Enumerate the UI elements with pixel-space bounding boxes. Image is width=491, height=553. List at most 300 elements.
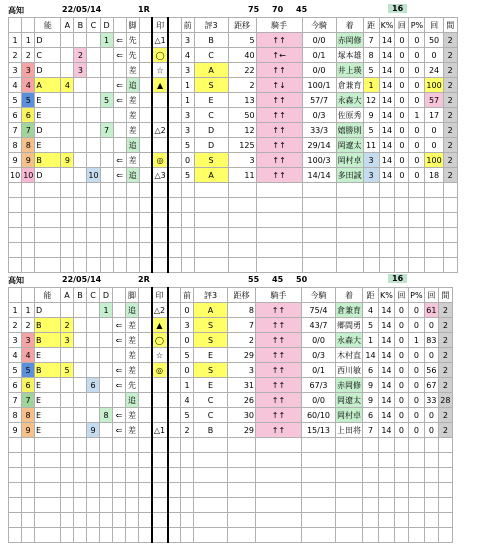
mark-cell: △2 [152, 123, 168, 138]
rank-d: 1 [100, 303, 113, 318]
jockey-cell: 赤岡修 [336, 33, 363, 48]
mark-cell [152, 468, 168, 483]
rank-c [87, 258, 100, 273]
spacer-cell [168, 393, 181, 408]
prev-cell [228, 513, 256, 528]
spacer-cell [168, 138, 181, 153]
grade-cell: D [35, 123, 61, 138]
dist-cell [379, 228, 395, 243]
move-cell: 29/14 [302, 138, 336, 153]
horse-number: 4 [9, 78, 22, 93]
gap-cell [443, 198, 457, 213]
rank-b [74, 408, 87, 423]
rank-b [74, 333, 87, 348]
rank-b [74, 378, 87, 393]
header-cell [22, 18, 35, 33]
jockey-cell [336, 468, 363, 483]
p-cell: 83 [424, 333, 438, 348]
mark-cell [152, 258, 168, 273]
rank-a [61, 423, 74, 438]
gap-cell [438, 513, 452, 528]
rank-d [100, 48, 113, 63]
rank-d [100, 78, 113, 93]
grade-cell: D [35, 303, 61, 318]
spacer-cell [139, 138, 152, 153]
gap-cell [443, 243, 457, 258]
spacer-cell [139, 183, 152, 198]
jockey-cell: 西川敏 [336, 363, 363, 378]
frame-class [194, 258, 228, 273]
header-cell: B [74, 288, 87, 303]
frame-class [194, 198, 228, 213]
waku-number: 1 [22, 33, 35, 48]
mark-cell [152, 393, 168, 408]
table-row [9, 438, 453, 453]
arrow-cell: ⇐ [113, 153, 126, 168]
jockey-cell: 岡遼太 [336, 393, 363, 408]
gap-cell [438, 528, 452, 543]
move-cell [302, 438, 336, 453]
spacer-cell [139, 378, 152, 393]
spacer-cell [139, 213, 152, 228]
spacer-cell [168, 228, 181, 243]
p-cell: 50 [425, 33, 443, 48]
gap-cell: 2 [443, 48, 457, 63]
last-cell [363, 183, 379, 198]
arrow-cell: ⇐ [113, 408, 126, 423]
jockey-cell: 倉兼育 [336, 303, 363, 318]
frame-num: 0 [181, 333, 194, 348]
gap-cell: 2 [443, 138, 457, 153]
rank-a [61, 303, 74, 318]
frame-num [181, 258, 194, 273]
style-cell [126, 258, 139, 273]
rank-c [87, 303, 100, 318]
eval-cell [256, 468, 302, 483]
move-cell [302, 468, 336, 483]
rank-b [74, 78, 87, 93]
top-num-3: 45 [296, 5, 308, 14]
eval-cell [256, 483, 302, 498]
last-cell: 5 [363, 63, 379, 78]
k-cell: 0 [395, 153, 409, 168]
table-row [9, 138, 458, 153]
dist-cell: 14 [379, 333, 395, 348]
frame-num: 3 [181, 318, 194, 333]
header-cell: 回 [424, 288, 438, 303]
last-cell: 7 [363, 33, 379, 48]
rank-a [61, 408, 74, 423]
rank-d [100, 468, 113, 483]
frame-num: 1 [181, 93, 194, 108]
eval-cell [256, 438, 302, 453]
rank-a [61, 33, 74, 48]
k-cell [395, 243, 409, 258]
header-cell: 間 [443, 18, 457, 33]
grade-cell: B [35, 363, 61, 378]
p-cell: 100 [425, 78, 443, 93]
rank-b [74, 108, 87, 123]
eval-cell [256, 513, 302, 528]
spacer-cell [139, 483, 152, 498]
last-cell: 7 [363, 423, 379, 438]
header-cell [9, 288, 22, 303]
last-cell [363, 228, 379, 243]
spacer-cell [139, 78, 152, 93]
prev-cell [228, 438, 256, 453]
grade-cell [35, 228, 61, 243]
rank-c [87, 228, 100, 243]
last-cell [363, 453, 379, 468]
prev-cell [228, 183, 256, 198]
p-cell: 0 [425, 138, 443, 153]
arrow-cell [113, 108, 126, 123]
header-cell: 着 [336, 288, 363, 303]
gap-cell: 2 [443, 108, 457, 123]
prev-cell: 40 [228, 48, 256, 63]
frame-num: 5 [181, 408, 194, 423]
p-cell: 56 [424, 363, 438, 378]
move-cell: 75/4 [302, 303, 336, 318]
dist-cell: 14 [379, 93, 395, 108]
rank-a [61, 183, 74, 198]
gap-cell: 2 [443, 153, 457, 168]
arrow-cell [113, 483, 126, 498]
frame-class [194, 498, 228, 513]
header-cell: 着 [336, 18, 363, 33]
frame-num: 3 [181, 108, 194, 123]
gap-cell [443, 213, 457, 228]
p-cell [424, 468, 438, 483]
frame-num [181, 438, 194, 453]
rank-a [61, 393, 74, 408]
p-cell [424, 528, 438, 543]
rank-d [100, 363, 113, 378]
frame-class: S [194, 363, 228, 378]
header-cell: 能 [35, 288, 61, 303]
rank-b [74, 123, 87, 138]
move-cell [302, 498, 336, 513]
rank-a [61, 348, 74, 363]
dist-cell: 14 [379, 408, 395, 423]
date-label: 22/05/14 [62, 275, 102, 284]
header-cell: C [87, 288, 100, 303]
header-cell: 印 [152, 288, 168, 303]
table-row [9, 393, 453, 408]
move-cell: 60/10 [302, 408, 336, 423]
waku-number: 10 [22, 168, 35, 183]
rank-d [100, 228, 113, 243]
rank-a [61, 453, 74, 468]
header-cell: 評3 [194, 288, 228, 303]
rank-b [74, 453, 87, 468]
waku-number [22, 438, 35, 453]
header-cell: 評3 [194, 18, 228, 33]
table-row [9, 378, 453, 393]
jockey-cell [336, 528, 363, 543]
gap-cell [443, 258, 457, 273]
eval-cell: ↑↑ [256, 378, 302, 393]
horse-number: 10 [9, 168, 22, 183]
style-cell [126, 468, 139, 483]
spacer-cell [168, 258, 181, 273]
last-cell: 14 [363, 348, 379, 363]
last-cell: 5 [363, 123, 379, 138]
rank-c [87, 468, 100, 483]
grade-cell [35, 198, 61, 213]
last-cell [363, 528, 379, 543]
move-cell: 0/0 [302, 333, 336, 348]
prev-cell [228, 198, 256, 213]
style-cell: 差 [126, 93, 139, 108]
frame-num [181, 213, 194, 228]
table-row [9, 243, 458, 258]
race-sheet-1 [8, 4, 458, 273]
dist-cell: 14 [379, 78, 395, 93]
header-cell: 今騎 [302, 288, 336, 303]
rank-a [61, 498, 74, 513]
last-cell: 9 [363, 378, 379, 393]
style-cell: 差 [126, 123, 139, 138]
spacer-cell [168, 33, 181, 48]
last-cell [363, 468, 379, 483]
rank-a [61, 108, 74, 123]
frame-class: A [194, 63, 228, 78]
header-cell: 回 [394, 288, 408, 303]
rank-b [74, 183, 87, 198]
mark-cell: △3 [152, 168, 168, 183]
header-cell: P% [409, 18, 425, 33]
k-cell [394, 498, 408, 513]
grade-cell: B [35, 333, 61, 348]
grade-cell [35, 453, 61, 468]
waku-number [22, 198, 35, 213]
jockey-cell [336, 183, 363, 198]
horse-number [9, 183, 22, 198]
header-cell: 距 [363, 288, 379, 303]
eval-cell: ↑↑ [256, 393, 302, 408]
horse-number: 6 [9, 108, 22, 123]
grade-cell: D [35, 168, 61, 183]
spacer-cell [139, 168, 152, 183]
frame-class: S [194, 78, 228, 93]
horse-number [9, 228, 22, 243]
p-cell: 0 [424, 423, 438, 438]
move-cell [302, 483, 336, 498]
prev-cell: 2 [228, 333, 256, 348]
rank-c [87, 498, 100, 513]
waku-number: 8 [22, 408, 35, 423]
k-cell [395, 183, 409, 198]
rank-c [87, 408, 100, 423]
k-cell: 0 [394, 303, 408, 318]
arrow-cell [113, 228, 126, 243]
move-cell [302, 183, 336, 198]
r1-cell [408, 438, 424, 453]
gap-cell: 2 [443, 78, 457, 93]
rank-a [61, 168, 74, 183]
frame-class [194, 183, 228, 198]
waku-number: 1 [22, 303, 35, 318]
table-header-row [9, 18, 458, 33]
rank-d [100, 438, 113, 453]
last-cell [363, 258, 379, 273]
horse-number [9, 513, 22, 528]
rank-c [87, 453, 100, 468]
eval-cell [256, 258, 302, 273]
rank-b [74, 213, 87, 228]
arrow-cell [113, 453, 126, 468]
r1-cell: 0 [409, 33, 425, 48]
header-cell: 脚 [126, 288, 139, 303]
mark-cell [152, 243, 168, 258]
rank-c [87, 438, 100, 453]
grade-cell [35, 468, 61, 483]
dist-cell [379, 213, 395, 228]
jockey-cell: 木村直 [336, 348, 363, 363]
horse-number: 9 [9, 153, 22, 168]
spacer-cell [168, 213, 181, 228]
last-cell [363, 483, 379, 498]
prev-cell: 5 [228, 33, 256, 48]
k-cell: 0 [395, 63, 409, 78]
frame-class: S [194, 318, 228, 333]
prev-cell: 22 [228, 63, 256, 78]
rank-a: 4 [61, 78, 74, 93]
k-cell: 0 [395, 168, 409, 183]
p-cell: 0 [425, 48, 443, 63]
arrow-cell: ⇐ [113, 78, 126, 93]
mark-cell [152, 453, 168, 468]
jockey-cell: 赤岡修 [336, 378, 363, 393]
frame-class [194, 213, 228, 228]
waku-number: 9 [22, 153, 35, 168]
r1-cell [408, 468, 424, 483]
grade-cell: E [35, 108, 61, 123]
frame-num: 5 [181, 138, 194, 153]
r1-cell [408, 513, 424, 528]
header-cell: 騎手 [256, 18, 302, 33]
date-label: 22/05/14 [62, 5, 102, 14]
prev-cell: 7 [228, 318, 256, 333]
rank-c: 10 [87, 168, 100, 183]
header-cell: D [100, 18, 113, 33]
frame-class: B [194, 33, 228, 48]
r1-cell [408, 483, 424, 498]
rank-b [74, 498, 87, 513]
frame-num [181, 198, 194, 213]
horse-number: 2 [9, 318, 22, 333]
prev-cell [228, 228, 256, 243]
gap-cell: 2 [438, 318, 452, 333]
spacer-cell [168, 468, 181, 483]
rank-c [87, 48, 100, 63]
horse-number [9, 198, 22, 213]
eval-cell: ↑↑ [256, 363, 302, 378]
move-cell: 0/1 [302, 48, 336, 63]
prev-cell: 13 [228, 93, 256, 108]
mark-cell [152, 228, 168, 243]
rank-a: 9 [61, 153, 74, 168]
mark-cell [152, 498, 168, 513]
spacer-cell [139, 63, 152, 78]
arrow-cell: ⇐ [113, 93, 126, 108]
prev-cell: 50 [228, 108, 256, 123]
spacer-cell [168, 438, 181, 453]
mark-cell: △2 [152, 303, 168, 318]
move-cell: 14/14 [302, 168, 336, 183]
table-row [9, 453, 453, 468]
eval-cell [256, 453, 302, 468]
grade-cell [35, 513, 61, 528]
header-cell [22, 288, 35, 303]
race-table [8, 17, 458, 273]
style-cell: 差 [126, 108, 139, 123]
table-row [9, 183, 458, 198]
arrow-cell [113, 513, 126, 528]
frame-class: D [194, 123, 228, 138]
frame-class [194, 483, 228, 498]
table-row [9, 228, 458, 243]
table-row [9, 468, 453, 483]
waku-number [22, 228, 35, 243]
jockey-cell: 佐原秀 [336, 108, 363, 123]
style-cell: 追 [126, 393, 139, 408]
spacer-cell [139, 123, 152, 138]
grade-cell: E [35, 423, 61, 438]
rank-b [74, 303, 87, 318]
header-cell: 今騎 [302, 18, 336, 33]
p-cell [424, 453, 438, 468]
waku-number: 4 [22, 78, 35, 93]
move-cell [302, 198, 336, 213]
gap-cell [438, 498, 452, 513]
spacer-cell [168, 423, 181, 438]
r1-cell: 0 [408, 408, 424, 423]
spacer-cell [168, 453, 181, 468]
frame-class: C [194, 108, 228, 123]
waku-number [22, 528, 35, 543]
spacer-cell [139, 453, 152, 468]
waku-number: 4 [22, 348, 35, 363]
frame-class [194, 438, 228, 453]
rank-a [61, 513, 74, 528]
jockey-cell: 嬉勝則 [336, 123, 363, 138]
arrow-cell: ⇐ [113, 48, 126, 63]
waku-number: 7 [22, 393, 35, 408]
k-cell: 0 [395, 33, 409, 48]
frame-class [194, 228, 228, 243]
spacer-cell [139, 243, 152, 258]
rank-c [87, 153, 100, 168]
waku-number [22, 498, 35, 513]
r1-cell [409, 198, 425, 213]
move-cell: 100/3 [302, 153, 336, 168]
eval-cell: ↑↑ [256, 93, 302, 108]
jockey-cell [336, 228, 363, 243]
dist-cell [379, 183, 395, 198]
waku-number: 3 [22, 63, 35, 78]
gap-cell: 2 [438, 408, 452, 423]
arrow-cell [113, 528, 126, 543]
style-cell: 差 [126, 348, 139, 363]
mark-cell [152, 483, 168, 498]
gap-cell [438, 468, 452, 483]
p-cell: 0 [424, 408, 438, 423]
table-row [9, 423, 453, 438]
grade-cell: E [35, 138, 61, 153]
arrow-cell [113, 63, 126, 78]
